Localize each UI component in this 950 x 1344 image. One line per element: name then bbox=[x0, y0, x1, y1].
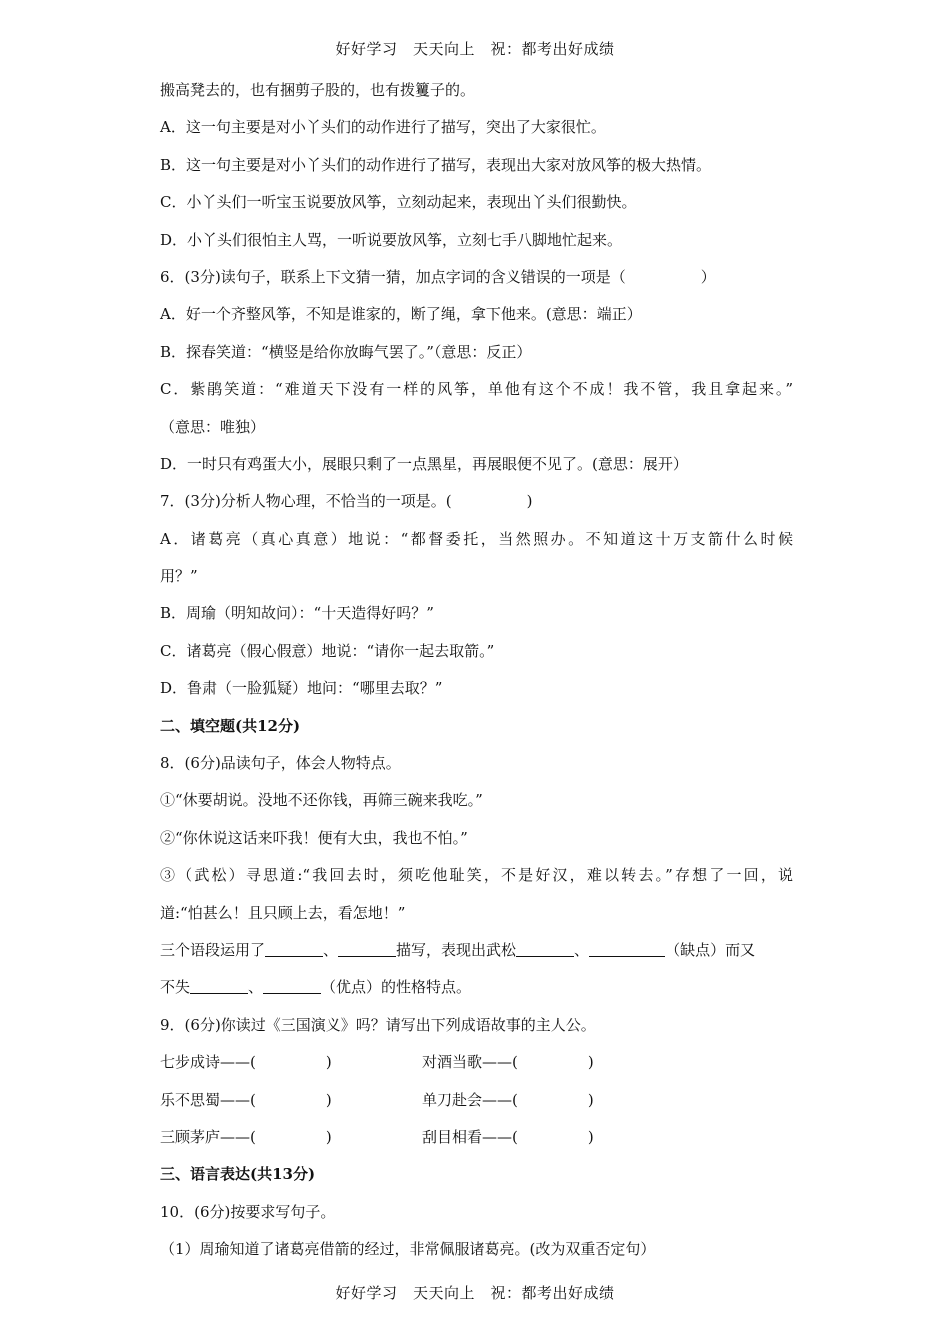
option-a: A．好一个齐整风筝，不知是谁家的，断了绳，拿下他来。(意思：端正） bbox=[160, 305, 642, 324]
option-b: B．探春笑道：“横竖是给你放晦气罢了。”（意思：反正） bbox=[160, 342, 532, 361]
option-c: C．紫鹃笑道：“难道天下没有一样的风筝，单他有这个不成！我不管，我且拿起来。” bbox=[160, 380, 793, 399]
idiom-label: 对酒当歌——( bbox=[422, 1053, 518, 1072]
text-segment: 、 bbox=[574, 940, 590, 959]
option-a: A．这一句主要是对小丫头们的动作进行了描写，突出了大家很忙。 bbox=[160, 118, 606, 137]
page-footer: 好好学习 天天向上 祝：都考出好成绩 bbox=[335, 1284, 615, 1302]
option-b: B．这一句主要是对小丫头们的动作进行了描写，表现出大家对放风筝的极大热情。 bbox=[160, 155, 712, 174]
fill-blank-line bbox=[160, 976, 793, 1013]
idiom-label: 七步成诗——( bbox=[160, 1053, 256, 1072]
option-d: D．鲁肃（一脸狐疑）地问：“哪里去取？” bbox=[160, 679, 443, 698]
idiom-label: 单刀赴会——( bbox=[422, 1090, 518, 1109]
section-heading-fill-in: 二、填空题(共12分) bbox=[160, 716, 301, 735]
answer-blank[interactable] bbox=[516, 940, 574, 957]
text-segment: 、 bbox=[323, 940, 339, 959]
text-line: 用？” bbox=[160, 567, 198, 586]
sub-question-1: （1）周瑜知道了诸葛亮借箭的经过，非常佩服诸葛亮。(改为双重否定句） bbox=[160, 1240, 656, 1259]
answer-blank[interactable] bbox=[589, 940, 665, 957]
idiom-row bbox=[160, 1089, 793, 1126]
option-c: C．诸葛亮（假心假意）地说：“请你一起去取箭。” bbox=[160, 641, 495, 660]
option-d: D．小丫头们很怕主人骂，一听说要放风筝，立刻七手八脚地忙起来。 bbox=[160, 230, 623, 249]
question-7: 7．(3分)分析人物心理，不恰当的一项是。( ) bbox=[160, 492, 533, 511]
option-d: D．一时只有鸡蛋大小，展眼只剩了一点黑星，再展眼便不见了。(意思：展开） bbox=[160, 454, 688, 473]
text-line: 搬高凳去的，也有捆剪子股的，也有拨籰子的。 bbox=[160, 81, 476, 99]
idiom-row bbox=[160, 1051, 793, 1088]
fill-blank-line bbox=[160, 939, 793, 976]
text-line: 道:“怕甚么！且只顾上去，看怎地！” bbox=[160, 903, 406, 922]
idiom-item bbox=[160, 1089, 422, 1126]
paren-close: ) bbox=[325, 1127, 332, 1146]
quote-1: ①“休要胡说。没地不还你钱，再筛三碗来我吃。” bbox=[160, 791, 483, 810]
idiom-row bbox=[160, 1126, 793, 1163]
idiom-item bbox=[422, 1089, 684, 1126]
document-body bbox=[160, 79, 793, 1276]
paren-close: ) bbox=[325, 1053, 332, 1072]
idiom-item bbox=[160, 1051, 422, 1088]
answer-blank[interactable] bbox=[263, 977, 321, 994]
text-segment: （优点）的性格特点。 bbox=[321, 978, 472, 997]
option-a: A．诸葛亮（真心真意）地说：“都督委托，当然照办。不知道这十万支箭什么时候 bbox=[160, 529, 793, 548]
idiom-item bbox=[160, 1126, 422, 1163]
text-segment: 三个语段运用了 bbox=[160, 940, 266, 959]
idiom-item bbox=[422, 1126, 684, 1163]
text-segment: 描写，表现出武松 bbox=[396, 940, 517, 959]
paren-close: ) bbox=[587, 1127, 594, 1146]
paren-close: ) bbox=[587, 1090, 594, 1109]
idiom-label: 三顾茅庐——( bbox=[160, 1127, 256, 1146]
answer-blank[interactable] bbox=[190, 977, 248, 994]
text-segment: 不失 bbox=[160, 978, 191, 997]
text-line: （意思：唯独） bbox=[160, 417, 266, 436]
question-6: 6．(3分)读句子，联系上下文猜一猜，加点字词的含义错误的一项是（ ） bbox=[160, 267, 716, 286]
quote-2: ②“你休说这话来吓我！便有大虫，我也不怕。” bbox=[160, 828, 468, 847]
idiom-item bbox=[422, 1051, 684, 1088]
page-header: 好好学习 天天向上 祝：都考出好成绩 bbox=[335, 40, 615, 58]
question-9: 9．(6分)你读过《三国演义》吗？请写出下列成语故事的主人公。 bbox=[160, 1015, 596, 1034]
option-b: B．周瑜（明知故问）：“十天造得好吗？” bbox=[160, 604, 434, 623]
section-heading-language: 三、语言表达(共13分) bbox=[160, 1165, 316, 1184]
option-c: C．小丫头们一听宝玉说要放风筝，立刻动起来，表现出丫头们很勤快。 bbox=[160, 193, 637, 212]
answer-blank[interactable] bbox=[338, 940, 396, 957]
answer-blank[interactable] bbox=[265, 940, 323, 957]
quote-3: ③（武松）寻思道:“我回去时，须吃他耻笑，不是好汉，难以转去。”存想了一回，说 bbox=[160, 866, 793, 885]
idiom-label: 乐不思蜀——( bbox=[160, 1090, 256, 1109]
question-10: 10．(6分)按要求写句子。 bbox=[160, 1202, 336, 1221]
text-segment: （缺点）而又 bbox=[665, 940, 756, 959]
paren-close: ) bbox=[587, 1053, 594, 1072]
idiom-label: 刮目相看——( bbox=[422, 1127, 518, 1146]
question-8: 8．(6分)品读句子，体会人物特点。 bbox=[160, 754, 401, 773]
paren-close: ) bbox=[325, 1090, 332, 1109]
text-segment: 、 bbox=[248, 978, 264, 997]
